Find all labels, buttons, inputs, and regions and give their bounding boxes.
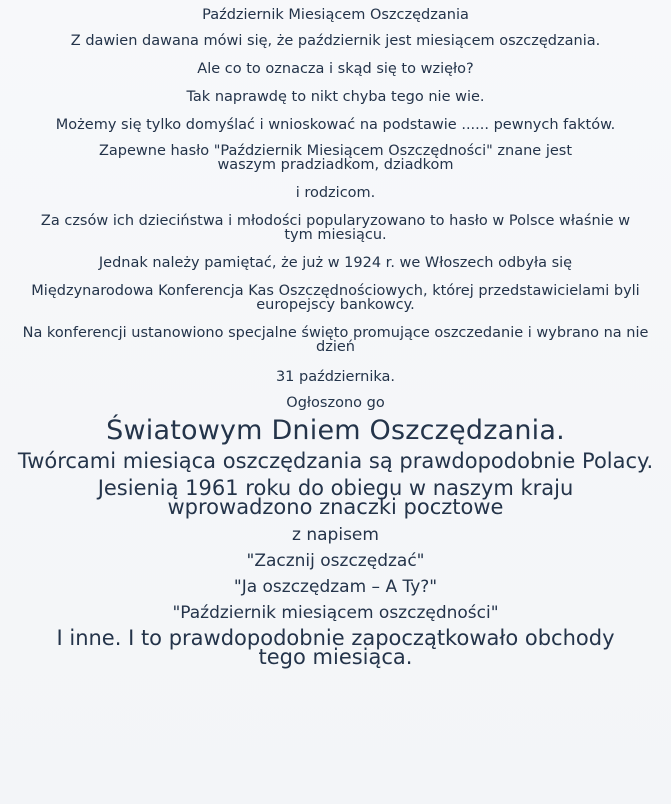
paragraph-3: Tak naprawdę to nikt chyba tego nie wie. bbox=[186, 89, 485, 105]
quote-3: "Październik miesiącem oszczędności" bbox=[172, 603, 499, 623]
paragraph-11: 31 października. bbox=[275, 369, 396, 385]
headline-world-savings-day: Światowym Dniem Oszczędzania. bbox=[106, 415, 565, 446]
paragraph-1: Z dawien dawana mówi się, że październik jest miesiącem oszczędzania. bbox=[70, 33, 601, 49]
document-title: Październik Miesiącem Oszczędzania bbox=[202, 7, 469, 23]
paragraph-15: z napisem bbox=[292, 525, 379, 545]
paragraph-6: i rodzicom. bbox=[295, 185, 376, 201]
paragraph-4: Możemy się tylko domyślać i wnioskować na podstawie ...... pewnych faktów. bbox=[55, 117, 616, 133]
paragraph-9: Międzynarodowa Konferencja Kas Oszczędnościowych, której przedstawicielami byli europejscy bankowcy. bbox=[31, 283, 640, 313]
quote-2: "Ja oszczędzam – A Ty?" bbox=[233, 577, 438, 597]
paragraph-5: Zapewne hasło "Październik Miesiącem Oszczędności" znane jest waszym pradziadkom, dziadkom bbox=[98, 143, 573, 173]
paragraph-13: Twórcami miesiąca oszczędzania są prawdopodobnie Polacy. bbox=[17, 449, 654, 473]
paragraph-16: I inne. I to prawdopodobnie zapoczątkowało obchody tego miesiąca. bbox=[56, 626, 615, 669]
paragraph-14: Jesienią 1961 roku do obiegu w naszym kraju wprowadzono znaczki pocztowe bbox=[97, 476, 574, 519]
paragraph-7: Za czsów ich dzieciństwa i młodości popularyzowano to hasło w Polsce właśnie w tym miesiącu. bbox=[40, 213, 631, 243]
paragraph-2: Ale co to oznacza i skąd się to wzięło? bbox=[197, 61, 474, 77]
paragraph-8: Jednak należy pamiętać, że już w 1924 r. we Włoszech odbyła się bbox=[98, 255, 573, 271]
paragraph-12: Ogłoszono go bbox=[286, 395, 385, 411]
quote-1: "Zacznij oszczędzać" bbox=[246, 551, 425, 571]
paragraph-10: Na konferencji ustanowiono specjalne święto promujące oszczedanie i wybrano na nie dzień bbox=[22, 325, 649, 355]
